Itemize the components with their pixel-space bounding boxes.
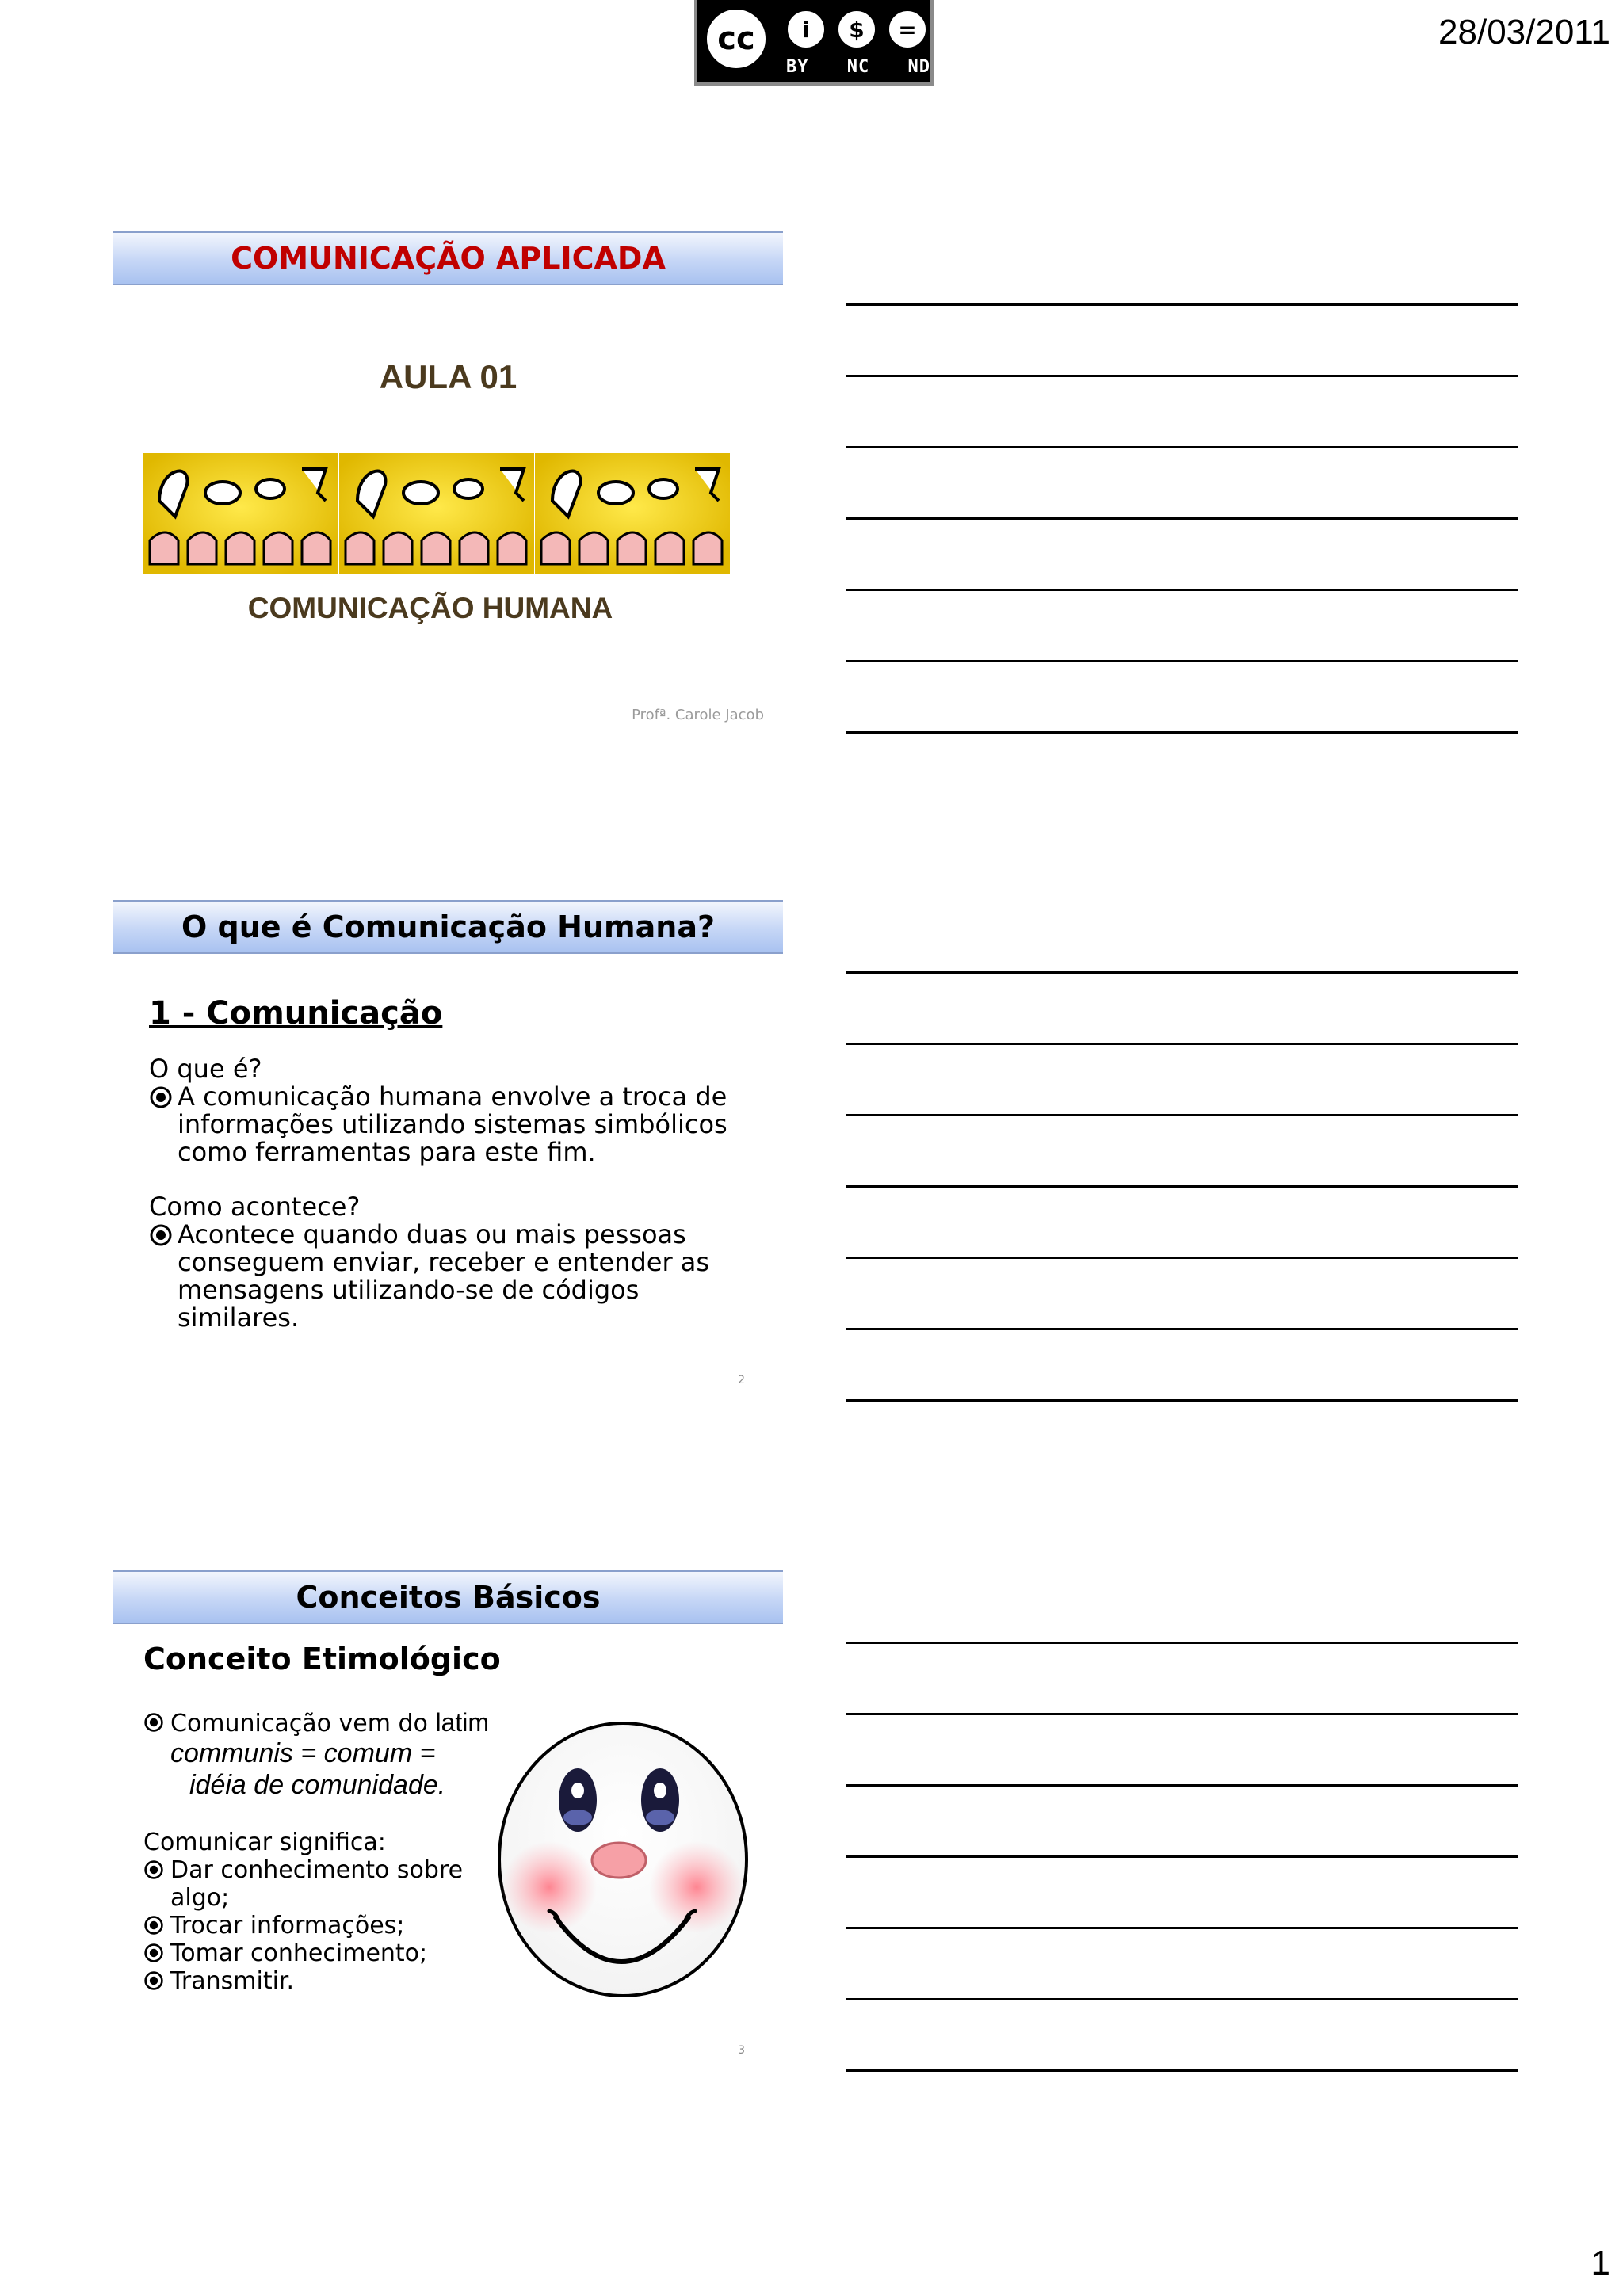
radio-bullet-icon bbox=[149, 1223, 173, 1247]
slide-1 bbox=[113, 231, 783, 774]
slide-3-item-1 bbox=[143, 1856, 476, 1912]
etymology-line-1 bbox=[170, 1709, 492, 1737]
radio-bullet-icon bbox=[143, 1915, 164, 1936]
note-line bbox=[846, 2069, 1518, 2072]
slide-3-item-2 bbox=[143, 1912, 476, 1939]
slide-3-number: 3 bbox=[738, 2044, 745, 2057]
note-line bbox=[846, 971, 1518, 974]
slide-3-item-1-text: Dar conhecimento sobre algo; bbox=[170, 1856, 464, 1912]
slide-3-etymology bbox=[143, 1709, 492, 1801]
handout-date: 28/03/2011 bbox=[1438, 13, 1610, 51]
radio-bullet-icon bbox=[143, 1859, 164, 1880]
attribution-icon: i bbox=[785, 8, 827, 51]
license-labels bbox=[786, 57, 930, 77]
note-line bbox=[846, 303, 1518, 306]
note-line bbox=[846, 731, 1518, 734]
slide-1-title: COMUNICAÇÃO APLICADA bbox=[113, 231, 783, 285]
etymology-latim: latim bbox=[435, 1708, 490, 1737]
etymology-prefix: Comunicação vem do bbox=[170, 1710, 436, 1737]
etymology-line-3: idéia de comunidade. bbox=[189, 1770, 446, 1800]
license-label-nc: NC bbox=[846, 57, 870, 77]
page-number: 1 bbox=[1591, 2244, 1610, 2283]
slide-3-item-4-text: Transmitir. bbox=[170, 1967, 295, 1995]
slide-2-answer-1 bbox=[149, 1083, 751, 1166]
note-line bbox=[846, 375, 1518, 377]
slide-2-answer-1-text: A comunicação humana envolve a troca de informações utilizando sistemas simbólicos como ferramentas para este fim. bbox=[178, 1081, 727, 1167]
note-line bbox=[846, 1642, 1518, 1644]
slide-1-image-caption: COMUNICAÇÃO HUMANA bbox=[247, 592, 613, 624]
note-line bbox=[846, 1713, 1518, 1715]
slide-3-item-4 bbox=[143, 1967, 476, 1995]
cc-logo-icon: cc bbox=[702, 5, 770, 73]
radio-bullet-icon bbox=[143, 1943, 164, 1963]
note-line bbox=[846, 660, 1518, 662]
note-line bbox=[846, 1328, 1518, 1330]
slide-2-question-1: O que é? bbox=[149, 1054, 262, 1084]
note-line bbox=[846, 517, 1518, 520]
note-line bbox=[846, 1043, 1518, 1045]
note-line bbox=[846, 589, 1518, 591]
slide-3-section: Conceito Etimológico bbox=[143, 1642, 501, 1676]
speech-bubbles-illustration bbox=[143, 453, 730, 574]
note-line bbox=[846, 1927, 1518, 1929]
note-line bbox=[846, 1784, 1518, 1787]
slide-2-title: O que é Comunicação Humana? bbox=[113, 900, 783, 954]
slide-3-item-3-text: Tomar conhecimento; bbox=[170, 1939, 428, 1967]
license-label-nd: ND bbox=[907, 57, 930, 77]
noncommercial-icon: $ bbox=[835, 8, 878, 51]
note-line bbox=[846, 446, 1518, 448]
note-line bbox=[846, 1399, 1518, 1402]
slide-3-item-3 bbox=[143, 1939, 476, 1967]
slide-1-author: Profª. Carole Jacob bbox=[632, 707, 764, 723]
slide-2-section: 1 - Comunicação bbox=[149, 995, 443, 1032]
noderivatives-icon: = bbox=[886, 8, 929, 51]
radio-bullet-icon bbox=[143, 1712, 164, 1733]
note-line bbox=[846, 1855, 1518, 1858]
slide-2-number: 2 bbox=[738, 1374, 745, 1386]
slide-2-answer-2-text: Acontece quando duas ou mais pessoas conseguem enviar, receber e entender as mensagens utilizando-se de códigos similares. bbox=[178, 1219, 710, 1333]
slide-3-lead: Comunicar significa: bbox=[143, 1829, 386, 1856]
slide-2-question-2: Como acontece? bbox=[149, 1192, 361, 1222]
smiley-face-illustration bbox=[494, 1713, 755, 2006]
slide-3-item-2-text: Trocar informações; bbox=[170, 1912, 405, 1939]
radio-bullet-icon bbox=[143, 1970, 164, 1991]
slide-2 bbox=[113, 900, 783, 1443]
license-label-by: BY bbox=[786, 57, 809, 77]
slide-1-subtitle: AULA 01 bbox=[379, 358, 517, 395]
note-line bbox=[846, 1114, 1518, 1116]
creative-commons-badge bbox=[694, 0, 934, 86]
note-line bbox=[846, 1185, 1518, 1188]
etymology-line-2: communis = comum = bbox=[170, 1738, 436, 1768]
note-line bbox=[846, 1998, 1518, 2000]
slide-3 bbox=[113, 1570, 783, 2113]
note-line bbox=[846, 1257, 1518, 1259]
slide-2-answer-2 bbox=[149, 1221, 751, 1332]
slide-3-title: Conceitos Básicos bbox=[113, 1570, 783, 1624]
radio-bullet-icon bbox=[149, 1085, 173, 1109]
